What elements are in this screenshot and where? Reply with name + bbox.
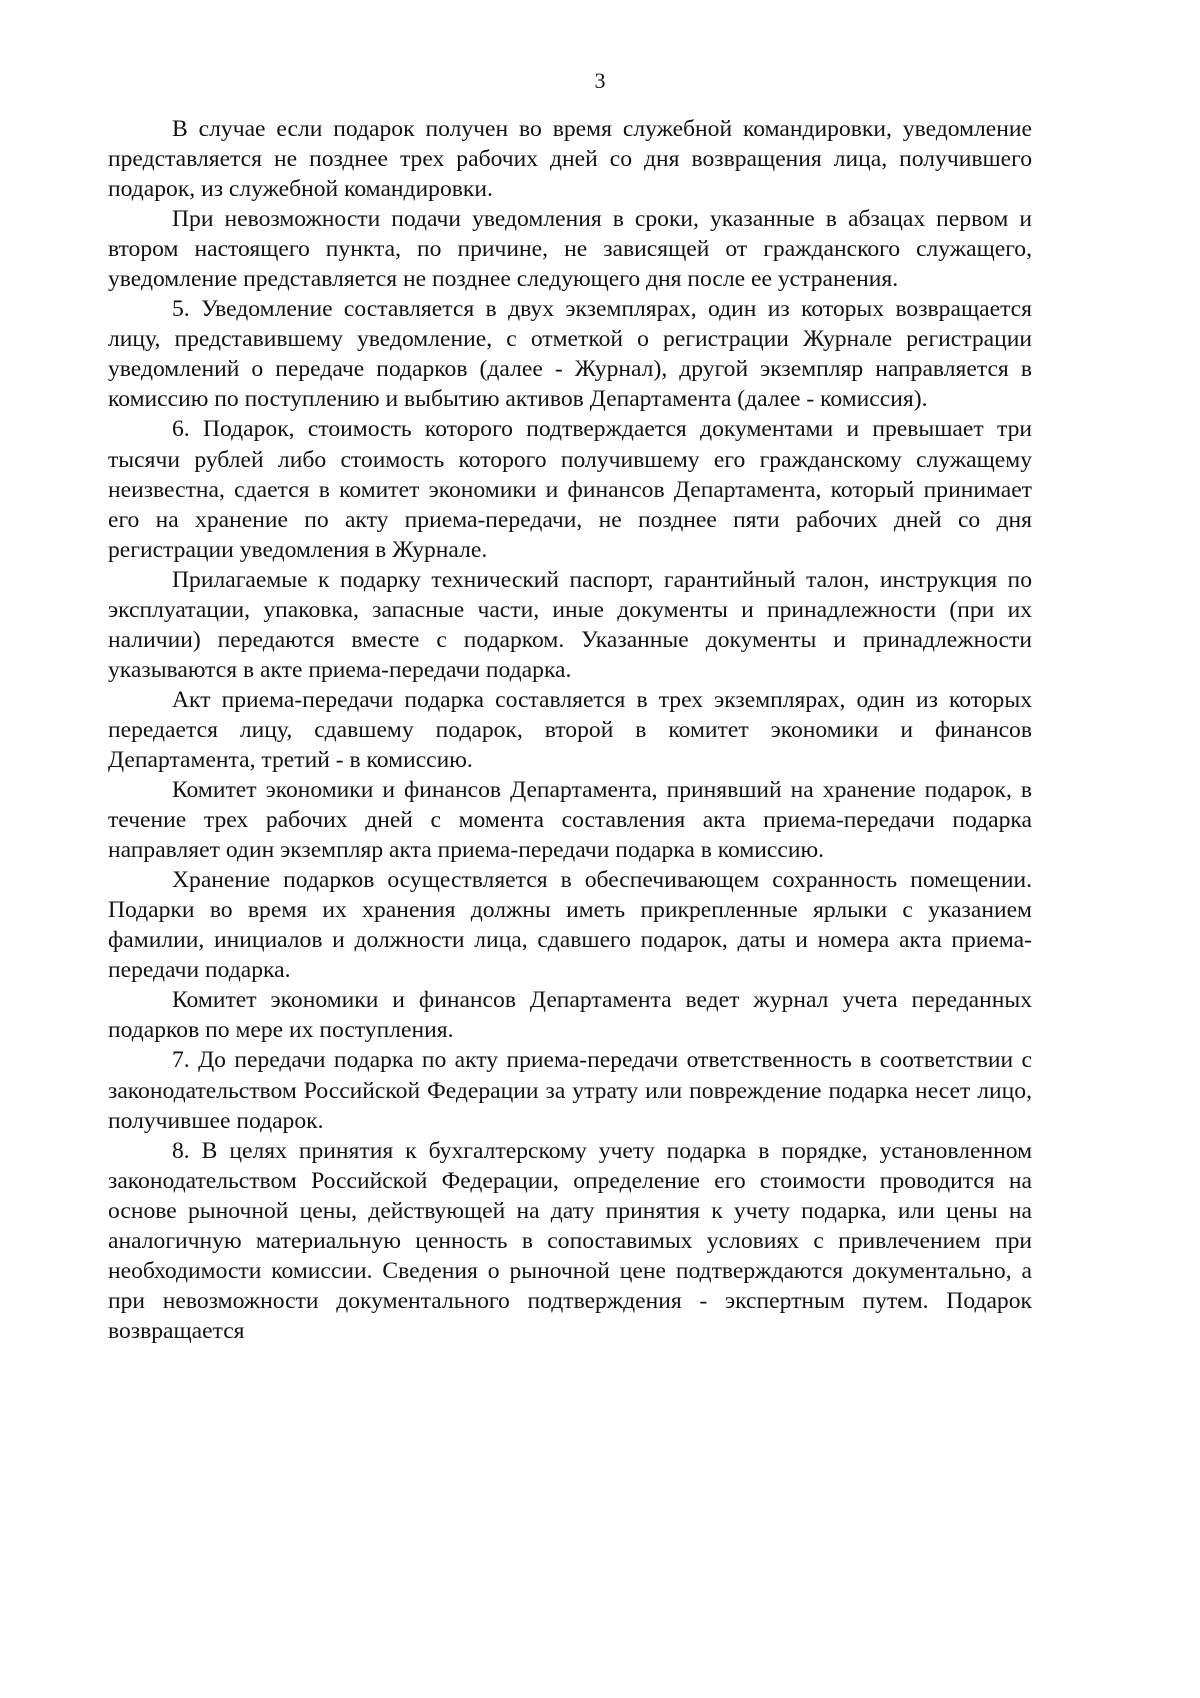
- paragraph: Комитет экономики и финансов Департамента, принявший на хранение подарок, в течение трех рабочих дней с момента составления акта приема-передачи подарка направляет один экземпляр акта приема-передачи подарка в комиссию.: [108, 777, 1032, 864]
- paragraph: Прилагаемые к подарку технический паспорт, гарантийный талон, инструкция по эксплуатации, упаковка, запасные части, иные документы и принадлежности (при их наличии) передаются вместе с подарком. Указанные документы и принадлежности указываются в акте приема-передачи подарка.: [108, 566, 1032, 683]
- paragraph: При невозможности подачи уведомления в сроки, указанные в абзацах первом и втором настоящего пункта, по причине, не зависящей от гражданского служащего, уведомление представляется не позднее следующего дня после ее устранения.: [108, 206, 1032, 293]
- paragraph: Акт приема-передачи подарка составляется в трех экземплярах, один из которых передается лицу, сдавшему подарок, второй в комитет экономики и финансов Департамента, третий - в комиссию.: [108, 686, 1032, 773]
- paragraph: В случае если подарок получен во время служебной командировки, уведомление представляется не позднее трех рабочих дней со дня возвращения лица, получившего подарок, из служебной командировки.: [108, 116, 1032, 203]
- page-number: 3: [594, 68, 606, 93]
- paragraph: Комитет экономики и финансов Департамента ведет журнал учета переданных подарков по мере их поступления.: [108, 987, 1032, 1044]
- paragraph-last: 8. В целях принятия к бухгалтерскому учету подарка в порядке, установленном законодательством Российской Федерации, определение его стоимости проводится на основе рыночной цены, действующей на дату принятия к учету подарка, или цены на аналогичную материальную ценность в сопоставимых условиях с привлечением при необходимости комиссии. Сведения о рыночной цене подтверждаются документально, а при невозможности документального подтверждения - экспертным путем. Подарок возвращается: [108, 1137, 1032, 1344]
- document-body: [108, 114, 1032, 1346]
- paragraph: 6. Подарок, стоимость которого подтверждается документами и превышает три тысячи рублей либо стоимость которого получившему его гражданскому служащему неизвестна, сдается в комитет экономики и финансов Департамента, который принимает его на хранение по акту приема-передачи, не позднее пяти рабочих дней со дня регистрации уведомления в Журнале.: [108, 416, 1032, 563]
- paragraph: 7. До передачи подарка по акту приема-передачи ответственность в соответствии с законодательством Российской Федерации за утрату или повреждение подарка несет лицо, получившее подарок.: [108, 1047, 1032, 1134]
- paragraph: Хранение подарков осуществляется в обеспечивающем сохранность помещении. Подарки во время их хранения должны иметь прикрепленные ярлыки с указанием фамилии, инициалов и должности лица, сдавшего подарок, даты и номера акта приема-передачи подарка.: [108, 867, 1032, 984]
- paragraph: 5. Уведомление составляется в двух экземплярах, один из которых возвращается лицу, представившему уведомление, с отметкой о регистрации Журнале регистрации уведомлений о передаче подарков (далее - Журнал), другой экземпляр направляется в комиссию по поступлению и выбытию активов Департамента (далее - комиссия).: [108, 296, 1032, 413]
